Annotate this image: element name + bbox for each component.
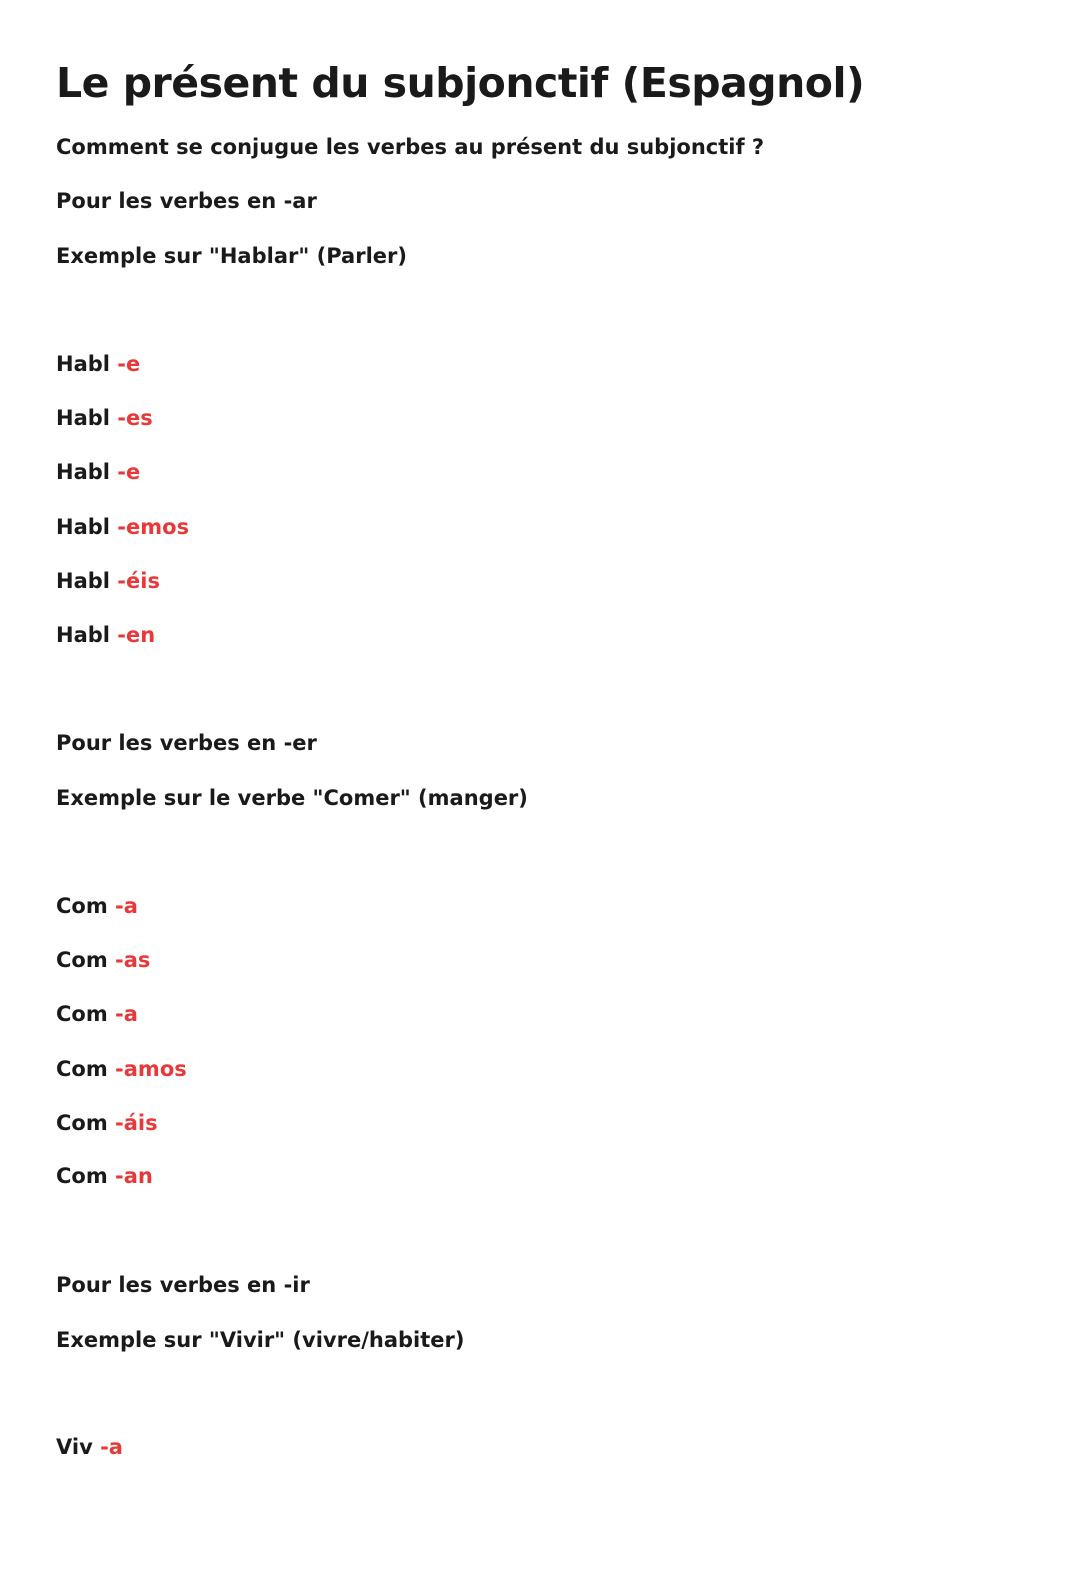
conjugation-row — [56, 567, 160, 595]
verb-stem: Habl — [56, 515, 110, 539]
verb-ending: -emos — [117, 515, 190, 539]
verb-ending: -an — [115, 1164, 153, 1188]
conjugation-row — [56, 350, 140, 378]
verb-stem: Com — [56, 1164, 108, 1188]
verb-stem: Viv — [56, 1435, 93, 1459]
conjugation-row — [56, 892, 138, 920]
verb-ending: -e — [117, 460, 141, 484]
verb-stem: Com — [56, 1002, 108, 1026]
section-ar-heading: Pour les verbes en -ar — [56, 189, 317, 213]
verb-ending: -as — [115, 948, 151, 972]
verb-ending: -áis — [115, 1111, 158, 1135]
verb-stem: Com — [56, 894, 108, 918]
conjugation-row — [56, 1000, 138, 1028]
verb-ending: -es — [117, 406, 153, 430]
verb-stem: Habl — [56, 623, 110, 647]
conjugation-row — [56, 946, 150, 974]
conjugation-row — [56, 1162, 153, 1190]
question-text: Comment se conjugue les verbes au présent du subjonctif ? — [56, 135, 765, 159]
conjugation-row — [56, 513, 189, 541]
verb-stem: Com — [56, 1057, 108, 1081]
section-ir-heading: Pour les verbes en -ir — [56, 1273, 310, 1297]
conjugation-row — [56, 1109, 158, 1137]
verb-stem: Com — [56, 1111, 108, 1135]
verb-stem: Habl — [56, 352, 110, 376]
section-ir-example: Exemple sur "Vivir" (vivre/habiter) — [56, 1328, 465, 1352]
verb-stem: Com — [56, 948, 108, 972]
verb-ending: -a — [100, 1435, 123, 1459]
verb-ending: -en — [117, 623, 156, 647]
verb-stem: Habl — [56, 406, 110, 430]
section-ar-example: Exemple sur "Hablar" (Parler) — [56, 244, 407, 268]
section-er-heading: Pour les verbes en -er — [56, 731, 317, 755]
verb-stem: Habl — [56, 460, 110, 484]
conjugation-row — [56, 1055, 187, 1083]
conjugation-row — [56, 621, 155, 649]
section-er-example: Exemple sur le verbe "Comer" (manger) — [56, 786, 528, 810]
conjugation-row — [56, 458, 140, 486]
verb-ending: -e — [117, 352, 141, 376]
verb-ending: -éis — [117, 569, 160, 593]
verb-ending: -amos — [115, 1057, 187, 1081]
verb-ending: -a — [115, 1002, 138, 1026]
page-title: Le présent du subjonctif (Espagnol) — [56, 59, 865, 107]
verb-ending: -a — [115, 894, 138, 918]
conjugation-row — [56, 1433, 123, 1461]
conjugation-row — [56, 404, 153, 432]
verb-stem: Habl — [56, 569, 110, 593]
